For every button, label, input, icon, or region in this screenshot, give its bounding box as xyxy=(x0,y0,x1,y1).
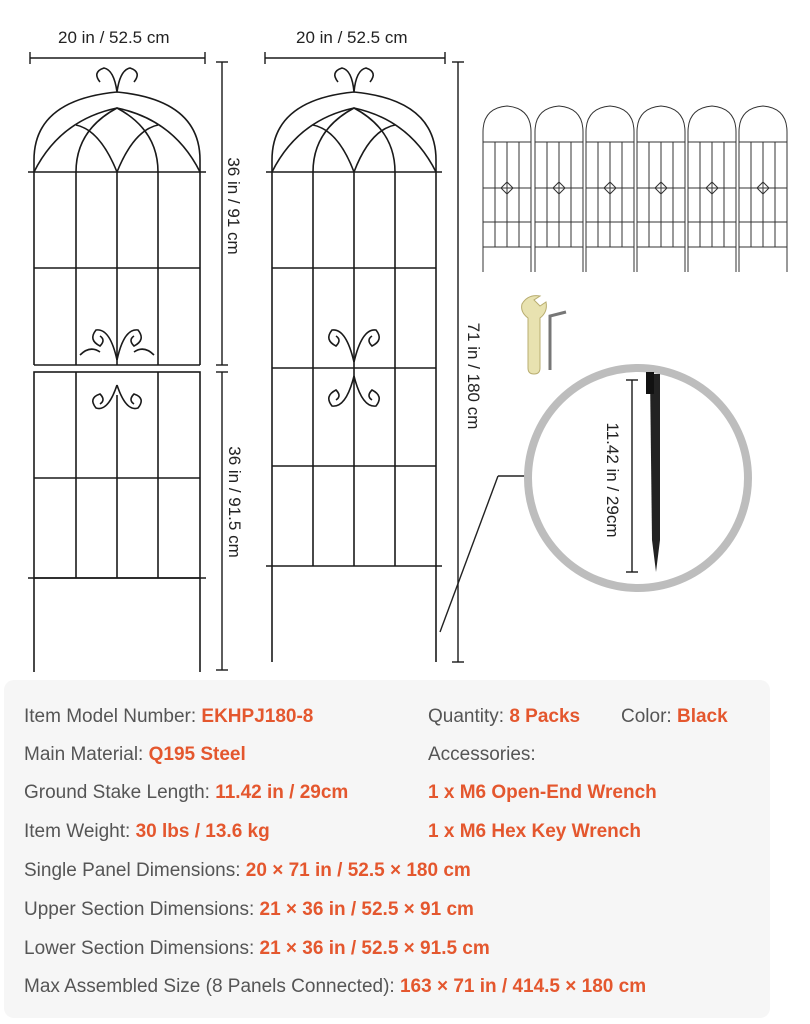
wrench-icon xyxy=(522,296,547,374)
model-value: EKHPJ180-8 xyxy=(201,706,314,727)
accessories-label: Accessories: xyxy=(428,744,536,765)
stake-value: 11.42 in / 29cm xyxy=(215,782,349,803)
color-row xyxy=(621,706,728,728)
left-width-label: 20 in / 52.5 cm xyxy=(58,28,170,47)
upper-section-row xyxy=(24,899,474,921)
lower-section-value: 21 × 36 in / 52.5 × 91.5 cm xyxy=(259,938,490,959)
weight-value: 30 lbs / 13.6 kg xyxy=(135,821,270,842)
accessory-2-value: 1 x M6 Hex Key Wrench xyxy=(428,821,641,842)
color-label: Color: xyxy=(621,706,672,727)
stake-label: Ground Stake Length: xyxy=(24,782,210,803)
lower-height-label: 36 in / 91.5 cm xyxy=(225,446,244,558)
accessory-2 xyxy=(428,821,641,843)
material-label: Main Material: xyxy=(24,744,144,765)
accessory-1 xyxy=(428,782,657,804)
lower-section-label: Lower Section Dimensions: xyxy=(24,938,255,959)
middle-panel xyxy=(266,68,442,662)
spec-table xyxy=(4,680,770,1018)
model-row xyxy=(24,706,313,728)
hex-key-icon xyxy=(550,312,566,370)
single-panel-row xyxy=(24,860,471,882)
left-upper-section xyxy=(28,68,206,365)
weight-label: Item Weight: xyxy=(24,821,131,842)
lower-section-row xyxy=(24,938,490,960)
max-assembled-label: Max Assembled Size (8 Panels Connected): xyxy=(24,976,395,997)
upper-section-label: Upper Section Dimensions: xyxy=(24,899,255,920)
material-value: Q195 Steel xyxy=(148,744,246,765)
stake-zoom-circle xyxy=(528,368,748,588)
quantity-value: 8 Packs xyxy=(509,706,581,727)
single-panel-value: 20 × 71 in / 52.5 × 180 cm xyxy=(245,860,471,881)
material-row xyxy=(24,744,246,766)
upper-height-label: 36 in / 91 cm xyxy=(224,157,243,255)
upper-section-value: 21 × 36 in / 52.5 × 91 cm xyxy=(259,899,474,920)
quantity-label: Quantity: xyxy=(428,706,505,727)
eight-panel-preview xyxy=(483,106,787,272)
max-assembled-value: 163 × 71 in / 414.5 × 180 cm xyxy=(399,976,647,997)
quantity-row xyxy=(428,706,580,728)
color-value: Black xyxy=(676,706,728,727)
model-label: Item Model Number: xyxy=(24,706,197,727)
accessories-row xyxy=(428,744,536,766)
stake-length-label: 11.42 in / 29cm xyxy=(603,422,622,538)
single-panel-label: Single Panel Dimensions: xyxy=(24,860,241,881)
left-lower-section xyxy=(28,372,206,672)
stake-row xyxy=(24,782,348,804)
weight-row xyxy=(24,821,270,843)
max-assembled-row xyxy=(24,976,646,998)
total-height-label: 71 in / 180 cm xyxy=(464,322,483,430)
accessory-1-value: 1 x M6 Open-End Wrench xyxy=(428,782,657,803)
right-width-label: 20 in / 52.5 cm xyxy=(296,28,408,47)
